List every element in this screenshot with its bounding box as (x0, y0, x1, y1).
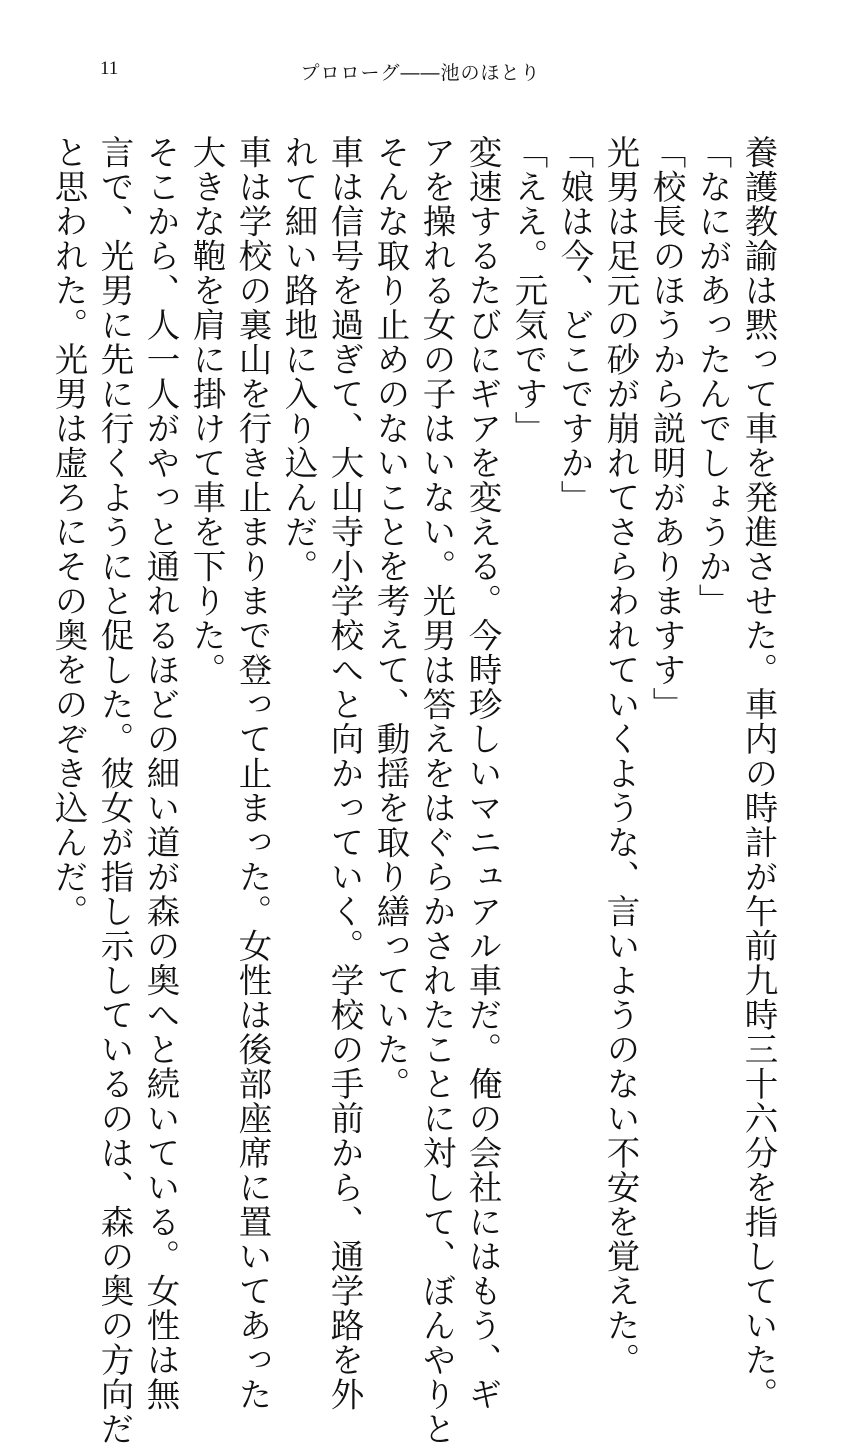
text-line: 大きな鞄を肩に掛けて車を下りた。 (187, 135, 226, 687)
text-line: れて細い路地に入り込んだ。 (279, 135, 318, 584)
text-line: 変速するたびにギアを変える。今時珍しいマニュアル車だ。俺の会社にはもう、ギ (463, 135, 502, 1412)
text-line: 「ええ。元気です」 (509, 135, 548, 446)
text-line: 養護教諭は黙って車を発進させた。車内の時計が午前九時三十六分を指していた。 (739, 135, 778, 1412)
text-line: 光男は足元の砂が崩れてさらわれていくような、言いようのない不安を覚えた。 (601, 135, 640, 1377)
body-text (45, 135, 781, 1446)
text-line: 「なにがあったんでしょうか」 (693, 135, 732, 618)
text-line: 「校長のほうから説明がありますす」 (647, 135, 686, 722)
text-line: 車は信号を過ぎて、大山寺小学校へと向かっていく。学校の手前から、通学路を外 (325, 135, 364, 1412)
text-line: と思われた。光男は虚ろにその奥をのぞき込んだ。 (49, 135, 88, 929)
running-head: プロローグ――池のほとり (300, 62, 541, 84)
text-line: アを操れる女の子はいない。光男は答えをはぐらかされたことに対して、ぼんやりと (417, 135, 456, 1446)
page-number: 11 (100, 58, 119, 79)
text-line: そこから、人一人がやっと通れるほどの細い道が森の奥へと続いている。女性は無 (141, 135, 180, 1412)
text-line: 「娘は今、どこですか」 (555, 135, 594, 515)
text-line: そんな取り止めのないことを考えて、動揺を取り繕っていた。 (371, 135, 410, 1101)
text-line: 言で、光男に先に行くようにと促した。彼女が指し示しているのは、森の奥の方向だ (95, 135, 134, 1446)
text-line: 車は学校の裏山を行き止まりまで登って止まった。女性は後部座席に置いてあった (233, 135, 272, 1412)
